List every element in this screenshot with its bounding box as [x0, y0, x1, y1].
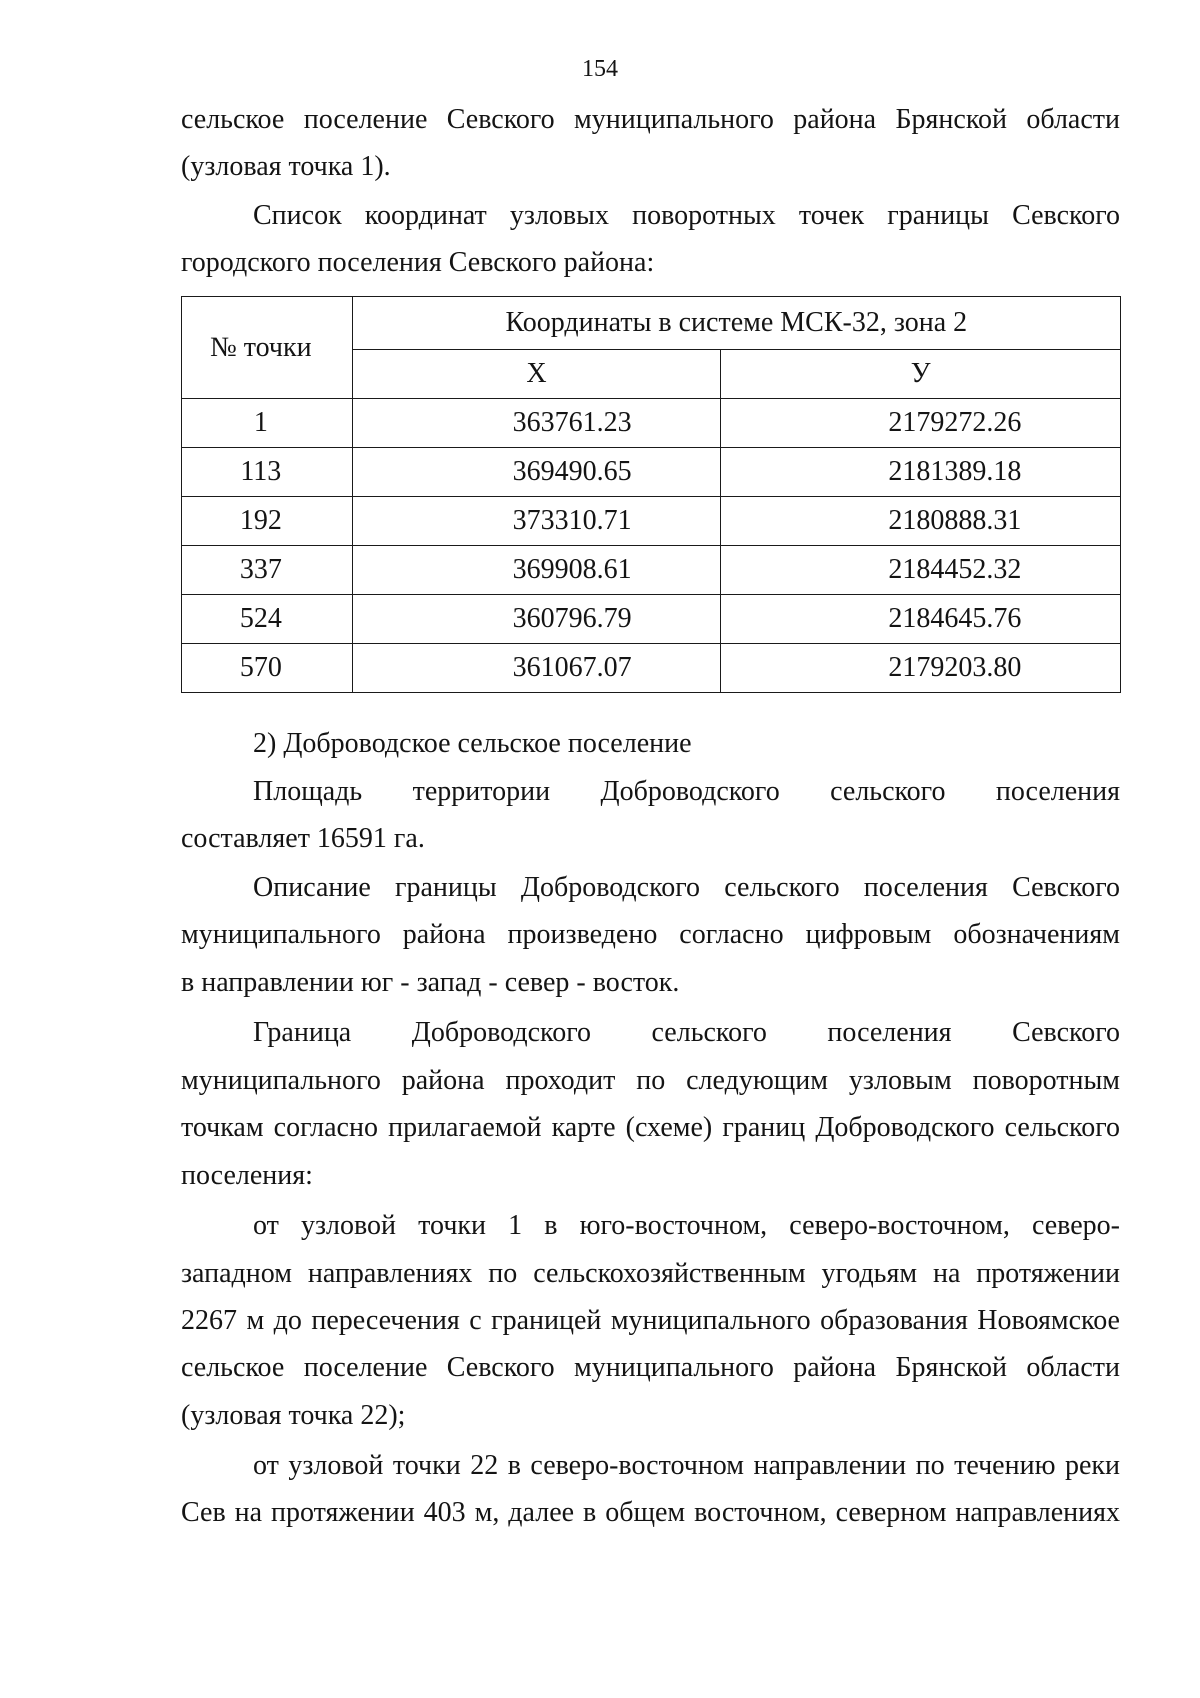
description-line-3: в направлении юг - запад - север - восток. [181, 967, 680, 998]
area-line-1: Площадь территории Доброводского сельского поселения [253, 776, 1120, 807]
y-cell: 2180888.31 [721, 497, 1121, 546]
point-cell: 337 [182, 546, 353, 595]
intro-line-1: сельское поселение Севского муниципального района Брянской области [181, 104, 1120, 135]
paragraph-2-line-1: от узловой точки 22 в северо-восточном направлении по течению реки [253, 1450, 1120, 1481]
y-cell: 2179203.80 [721, 644, 1121, 693]
paragraph-1-line-5: (узловая точка 22); [181, 1400, 406, 1431]
section-heading: 2) Доброводское сельское поселение [253, 728, 692, 759]
paragraph-1-line-4: сельское поселение Севского муниципального района Брянской области [181, 1352, 1120, 1383]
table-row [182, 497, 1121, 546]
point-cell: 570 [182, 644, 353, 693]
border-line-2: муниципального района проходит по следующим узловым поворотным [181, 1065, 1120, 1096]
x-cell: 363761.23 [352, 399, 721, 448]
table-row [182, 448, 1121, 497]
paragraph-1-line-2: западном направлениях по сельскохозяйственным угодьям на протяжении [181, 1258, 1120, 1289]
intro-line-2: (узловая точка 1). [181, 151, 391, 182]
y-cell: 2184452.32 [721, 546, 1121, 595]
list-caption-line-1: Список координат узловых поворотных точек границы Севского [253, 200, 1120, 231]
header-point-number: № точки [182, 297, 353, 399]
point-cell: 524 [182, 595, 353, 644]
table-row [182, 644, 1121, 693]
point-cell: 192 [182, 497, 353, 546]
area-line-2: составляет 16591 га. [181, 823, 425, 854]
border-line-1: Граница Доброводского сельского поселения Севского [253, 1017, 1120, 1048]
point-cell: 113 [182, 448, 353, 497]
x-cell: 360796.79 [352, 595, 721, 644]
paragraph-2-line-2: Сев на протяжении 403 м, далее в общем восточном, северном направлениях [181, 1497, 1120, 1528]
y-cell: 2184645.76 [721, 595, 1121, 644]
y-cell: 2181389.18 [721, 448, 1121, 497]
x-cell: 361067.07 [352, 644, 721, 693]
point-cell: 1 [182, 399, 353, 448]
paragraph-1-line-1: от узловой точки 1 в юго-восточном, северо-восточном, северо- [253, 1210, 1120, 1241]
coordinates-table [181, 296, 1121, 693]
table-row [182, 595, 1121, 644]
list-caption-line-2: городского поселения Севского района: [181, 247, 655, 278]
x-cell: 373310.71 [352, 497, 721, 546]
table-row [182, 546, 1121, 595]
description-line-2: муниципального района произведено согласно цифровым обозначениям [181, 919, 1120, 950]
header-y: У [721, 350, 1121, 399]
x-cell: 369908.61 [352, 546, 721, 595]
table-row [182, 399, 1121, 448]
description-line-1: Описание границы Доброводского сельского поселения Севского [253, 872, 1120, 903]
paragraph-1-line-3: 2267 м до пересечения с границей муниципального образования Новоямское [181, 1305, 1120, 1336]
page-number: 154 [582, 56, 618, 82]
x-cell: 369490.65 [352, 448, 721, 497]
border-line-3: точкам согласно прилагаемой карте (схеме) границ Доброводского сельского [181, 1112, 1120, 1143]
header-coordinate-system: Координаты в системе МСК-32, зона 2 [352, 297, 1120, 350]
y-cell: 2179272.26 [721, 399, 1121, 448]
header-x: Х [352, 350, 721, 399]
border-line-4: поселения: [181, 1160, 313, 1191]
